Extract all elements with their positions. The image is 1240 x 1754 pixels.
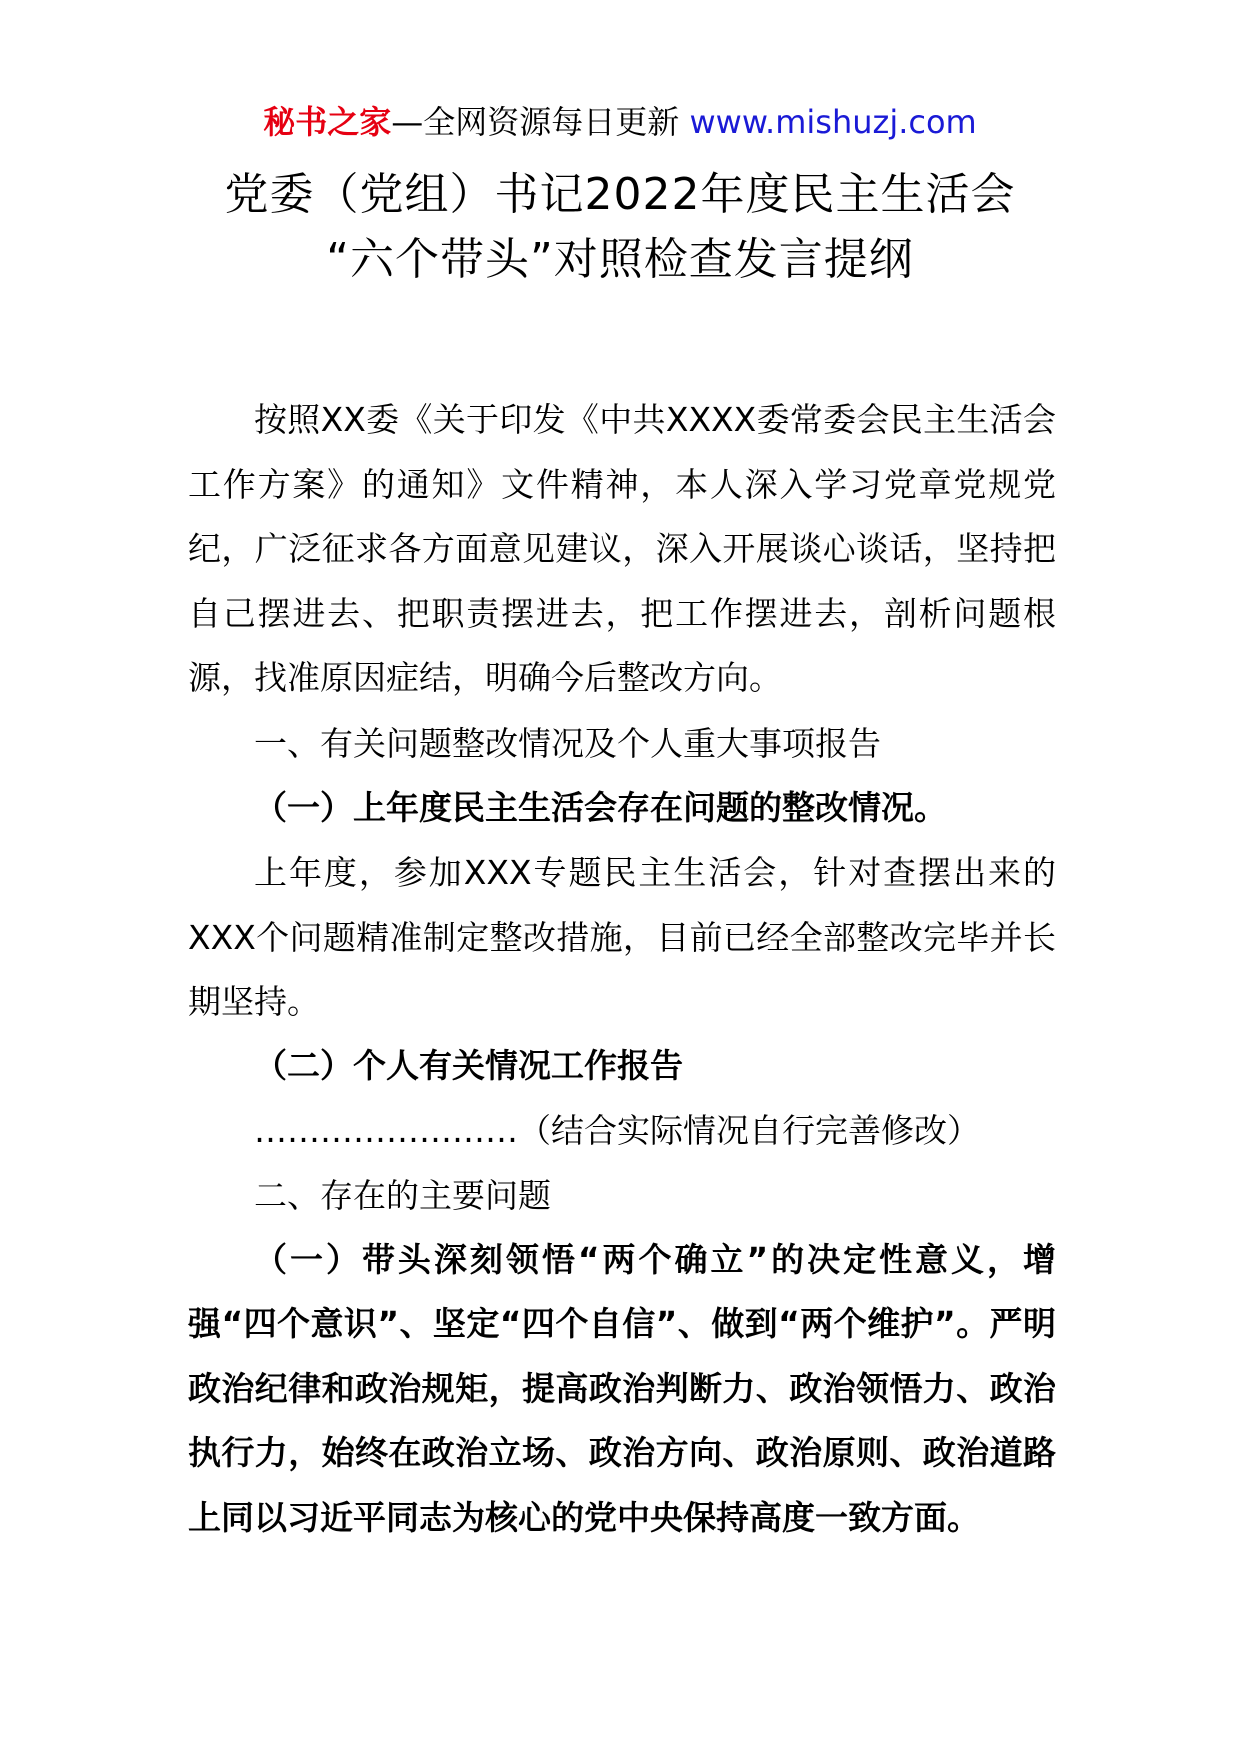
section-1-1-heading: （一）上年度民主生活会存在问题的整改情况。 [254, 788, 947, 827]
site-tagline: —全网资源每日更新 [391, 103, 680, 141]
section-1-heading: 一、有关问题整改情况及个人重大事项报告 [254, 724, 881, 763]
section-2-1-heading: （一）带头深刻领悟“两个确立”的决定性意义，增强“四个意识”、坚定“四个自信”、做到“两个维护”。严明政治纪律和政治规矩，提高政治判断力、政治领悟力、政治执行力，始终在政治立场、政治方向、政治原则、政治道路上同以习近平同志为核心的党中央保持高度一致方面。 [188, 1240, 1056, 1537]
section-1-1-body: 上年度，参加XXX专题民主生活会，针对查摆出来的XXX个问题精准制定整改措施，目前已经全部整改完毕并长期坚持。 [188, 853, 1056, 1022]
section-1-2-heading: （二）个人有关情况工作报告 [254, 1046, 683, 1085]
document-title-line-2: “六个带头”对照检查发言提纲 [326, 234, 914, 285]
section-1-2-body: ……………………（结合实际情况自行完善修改） [254, 1111, 980, 1150]
section-2-heading: 二、存在的主要问题 [254, 1176, 551, 1215]
site-brand: 秘书之家 [263, 103, 392, 141]
site-url-link[interactable]: www.mishuzj.com [689, 103, 977, 141]
intro-paragraph: 按照XX委《关于印发《中共XXXX委常委会民主生活会工作方案》的通知》文件精神，本人深入学习党章党规党纪，广泛征求各方面意见建议，深入开展谈心谈话，坚持把自己摆进去、把职责摆进去，把工作摆进去，剖析问题根源，找准原因症结，明确今后整改方向。 [188, 400, 1056, 698]
document-title-line-1: 党委（党组）书记2022年度民主生活会 [224, 169, 1016, 220]
site-banner [0, 100, 1240, 144]
